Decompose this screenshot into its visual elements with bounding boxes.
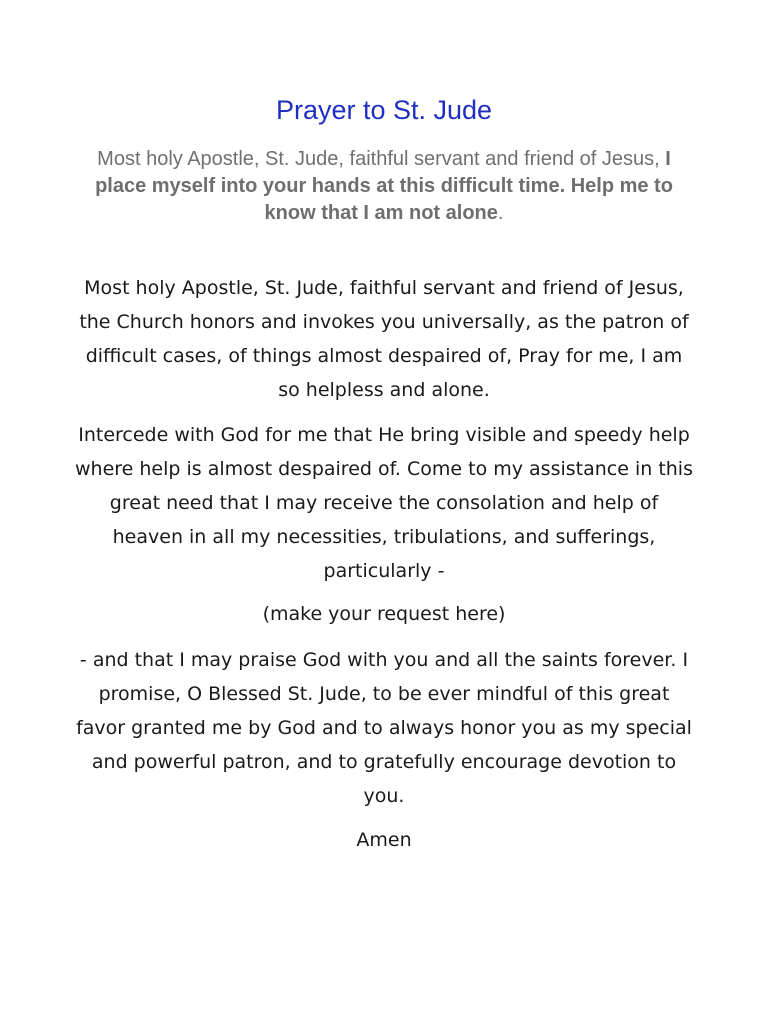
intro-paragraph [84,146,684,227]
amen-line: Amen [356,829,412,851]
prayer-paragraph-1: Most holy Apostle, St. Jude, faithful servant and friend of Jesus, the Church honors and invokes you universally, as the patron of difficult cases, of things almost despaired of, Pray for me, I am so helpless and alone. [79,277,689,401]
prayer-paragraph-2: Intercede with God for me that He bring visible and speedy help where help is almost despaired of. Come to my assistance in this great need that I may receive the consolation and help of heaven in all my necessities, tribulations, and sufferings, particularly - [75,424,693,582]
intro-trail-text: . [497,202,504,224]
prayer-paragraph-3: - and that I may praise God with you and all the saints forever. I promise, O Blessed St. Jude, to be ever mindful of this great favor granted me by God and to always honor you as my special and powerful patron, and to gratefully encourage devotion to you. [76,649,692,807]
page-title: Prayer to St. Jude [275,95,493,125]
intro-bold-text: I place myself into your hands at this difficult time. Help me to know that I am not alone [95,148,673,224]
request-placeholder-line: (make your request here) [262,603,506,625]
intro-lead-text: Most holy Apostle, St. Jude, faithful servant and friend of Jesus, [97,148,666,170]
